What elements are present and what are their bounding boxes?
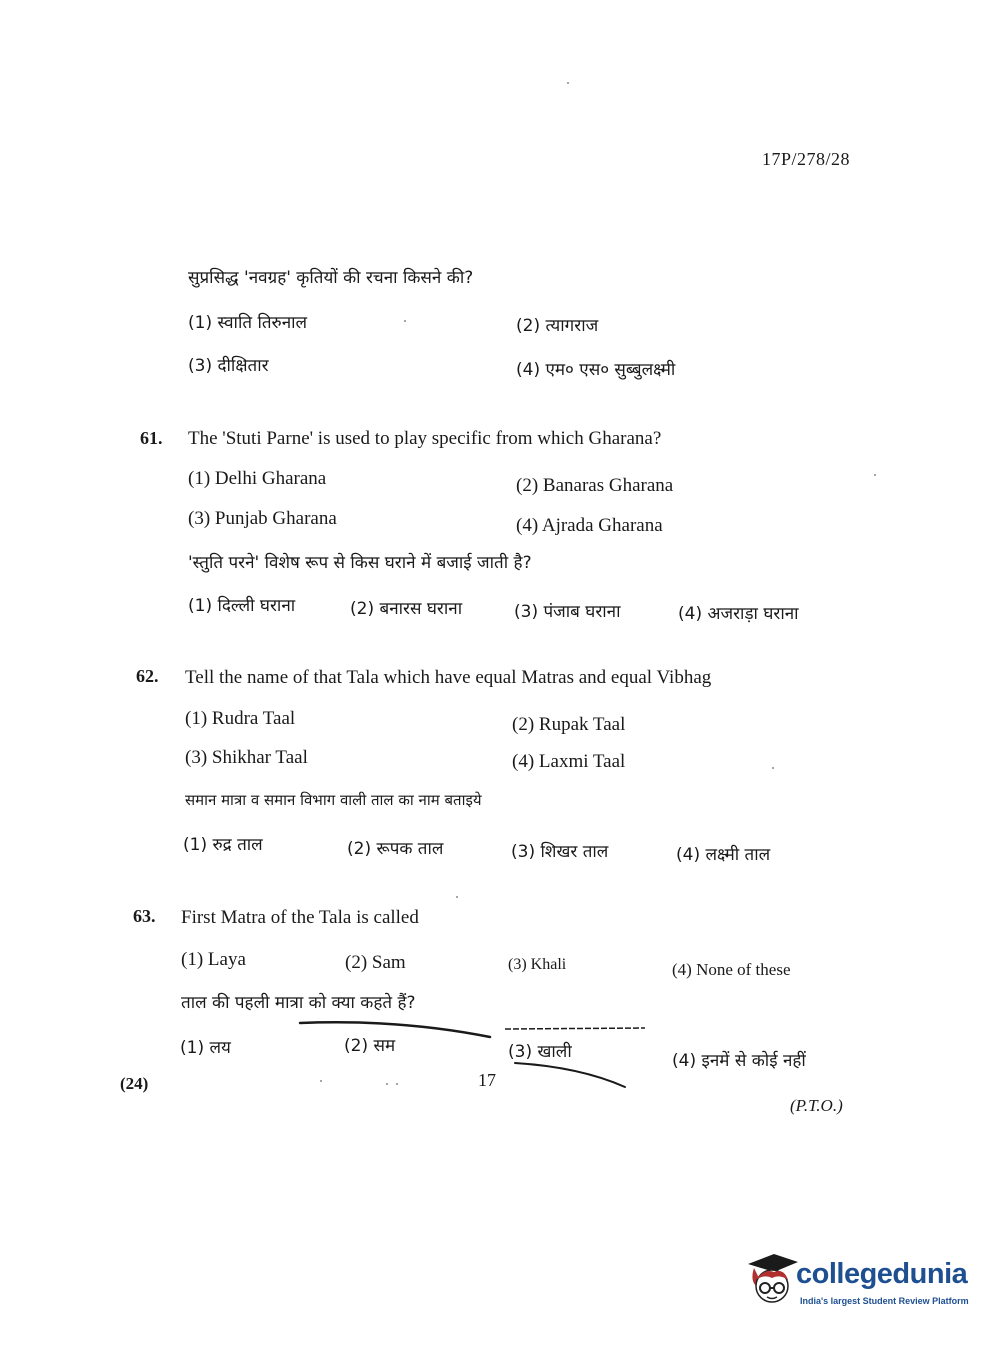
- q61-hindi-option-2: (2) बनारस घराना: [350, 599, 463, 619]
- q62-option-4: (4) Laxmi Taal: [512, 751, 626, 772]
- q62-hindi-option-3: (3) शिखर ताल: [511, 842, 609, 862]
- scan-speck: [772, 767, 774, 769]
- q61-hindi-option-1: (1) दिल्ली घराना: [188, 596, 296, 616]
- q63-option-2: (2) Sam: [345, 952, 406, 973]
- pen-strokes: [290, 1015, 650, 1095]
- q62-hindi-option-1: (1) रुद्र ताल: [183, 835, 263, 855]
- scan-speck: [874, 474, 876, 476]
- q61-option-4: (4) Ajrada Gharana: [516, 515, 663, 536]
- q61-question: The 'Stuti Parne' is used to play specific from which Gharana?: [188, 428, 662, 449]
- q62-hindi-question: समान मात्रा व समान विभाग वाली ताल का नाम बताइये: [185, 791, 482, 809]
- q63-hindi-option-3: (3) खाली: [508, 1042, 572, 1062]
- scan-speck: [386, 1083, 388, 1085]
- q60-hindi-option-2: (2) त्यागराज: [516, 316, 599, 336]
- page-number: 17: [478, 1070, 496, 1090]
- q61-hindi-option-4: (4) अजराड़ा घराना: [678, 604, 799, 624]
- scan-speck: [320, 1080, 322, 1082]
- q62-question: Tell the name of that Tala which have equal Matras and equal Vibhag: [185, 667, 712, 688]
- q60-hindi-option-3: (3) दीक्षितार: [188, 356, 269, 376]
- q63-question: First Matra of the Tala is called: [181, 907, 419, 928]
- scan-speck: [567, 82, 569, 84]
- scan-speck: [456, 896, 458, 898]
- collegedunia-logo: [744, 1248, 974, 1318]
- scan-speck: [404, 320, 406, 322]
- q62-number: 62.: [136, 666, 159, 686]
- brand-tagline: India's largest Student Review Platform: [800, 1296, 969, 1306]
- q62-option-1: (1) Rudra Taal: [185, 708, 296, 729]
- q63-hindi-option-1: (1) लय: [180, 1038, 231, 1058]
- mascot-icon: [744, 1250, 800, 1312]
- q61-option-1: (1) Delhi Gharana: [188, 468, 327, 489]
- q60-hindi-question: सुप्रसिद्ध 'नवग्रह' कृतियों की रचना किसने की?: [188, 268, 474, 288]
- q62-option-2: (2) Rupak Taal: [512, 714, 626, 735]
- paper-code: 17P/278/28: [762, 149, 851, 169]
- scan-speck: [396, 1083, 398, 1085]
- q61-number: 61.: [140, 428, 163, 448]
- q61-option-2: (2) Banaras Gharana: [516, 475, 674, 496]
- q62-option-3: (3) Shikhar Taal: [185, 747, 308, 768]
- pto-label: (P.T.O.): [790, 1096, 843, 1115]
- q63-option-1: (1) Laya: [181, 949, 246, 970]
- q63-hindi-question: ताल की पहली मात्रा को क्या कहते हैं?: [181, 993, 416, 1013]
- q61-hindi-option-3: (3) पंजाब घराना: [514, 602, 621, 622]
- q63-option-4: (4) None of these: [672, 960, 791, 979]
- q63-hindi-option-4: (4) इनमें से कोई नहीं: [672, 1051, 806, 1071]
- q60-hindi-option-1: (1) स्वाति तिरुनाल: [188, 313, 308, 333]
- q63-number: 63.: [133, 906, 156, 926]
- q63-option-3: (3) Khali: [508, 956, 567, 973]
- set-number: (24): [120, 1074, 149, 1093]
- q63-hindi-option-2: (2) सम: [344, 1036, 396, 1056]
- q60-hindi-option-4: (4) एम० एस० सुब्बुलक्ष्मी: [516, 360, 676, 380]
- brand-name: collegedunia: [796, 1258, 968, 1290]
- q62-hindi-option-2: (2) रूपक ताल: [347, 839, 444, 859]
- q61-hindi-question: 'स्तुति परने' विशेष रूप से किस घराने में बजाई जाती है?: [188, 553, 532, 573]
- q61-option-3: (3) Punjab Gharana: [188, 508, 337, 529]
- q62-hindi-option-4: (4) लक्ष्मी ताल: [676, 845, 771, 865]
